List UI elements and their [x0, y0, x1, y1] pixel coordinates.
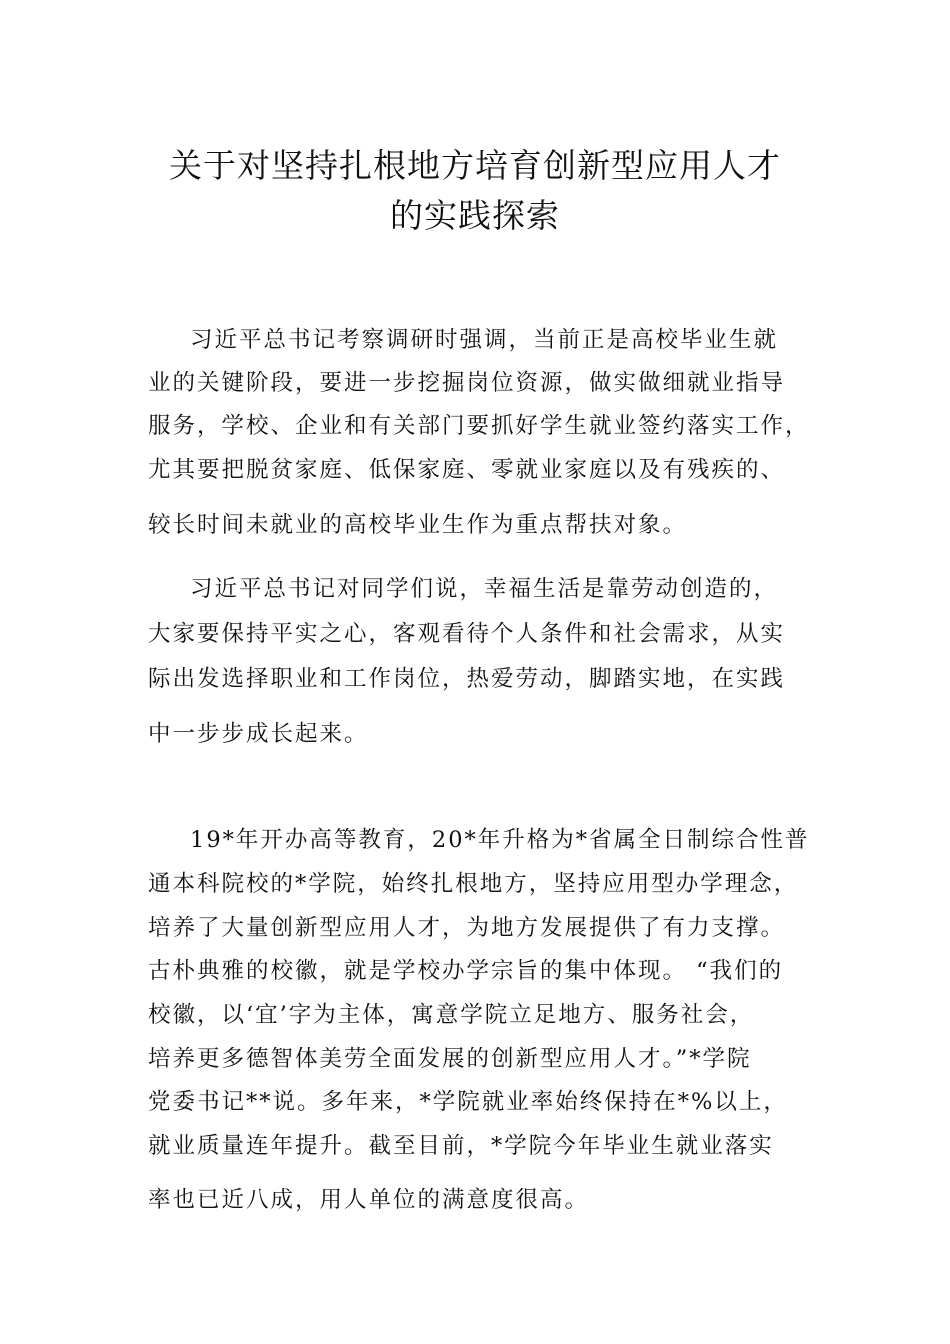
paragraph-line: 中一步步成长起来。 [148, 721, 369, 747]
paragraph-line: 业的关键阶段，要进一步挖掘岗位资源，做实做细就业指导 [148, 370, 786, 396]
paragraph-line: 尤其要把脱贫家庭、低保家庭、零就业家庭以及有残疾的、 [148, 457, 786, 483]
paragraph-line: 服务，学校、企业和有关部门要抓好学生就业签约落实工作， [148, 413, 810, 439]
paragraph-line: 党委书记**说。多年来，*学院就业率始终保持在*%以上， [148, 1089, 788, 1115]
paragraph-line: 较长时间未就业的高校毕业生作为重点帮扶对象。 [148, 512, 688, 538]
paragraph-line: 19*年开办高等教育，20*年升格为*省属全日制综合性普 [190, 827, 810, 853]
document-title-line-2: 的实践探索 [390, 196, 560, 235]
paragraph-line: 大家要保持平实之心，客观看待个人条件和社会需求，从实 [148, 621, 786, 647]
document-title-line-1: 关于对坚持扎根地方培育创新型应用人才 [169, 146, 781, 185]
paragraph-line: 习近平总书记考察调研时强调，当前正是高校毕业生就 [190, 327, 779, 353]
paragraph-line: 培养了大量创新型应用人才，为地方发展提供了有力支撑。 [148, 915, 786, 941]
paragraph-line: 就业质量连年提升。截至目前，*学院今年毕业生就业落实 [148, 1133, 774, 1159]
paragraph-line: 培养更多德智体美劳全面发展的创新型应用人才。”*学院 [148, 1046, 752, 1072]
paragraph-line: 率也已近八成，用人单位的满意度很高。 [148, 1187, 590, 1213]
paragraph-line: 校徽，以‘宜’字为主体，寓意学院立足地方、服务社会， [148, 1002, 755, 1028]
paragraph-line: 通本科院校的*学院，始终扎根地方，坚持应用型办学理念， [148, 871, 799, 897]
paragraph-line: 际出发选择职业和工作岗位，热爱劳动，脚踏实地，在实践 [148, 666, 786, 692]
paragraph-line: 古朴典雅的校徽，就是学校办学宗旨的集中体现。 “我们的 [148, 958, 784, 984]
paragraph-line: 习近平总书记对同学们说，幸福生活是靠劳动创造的， [190, 576, 779, 602]
